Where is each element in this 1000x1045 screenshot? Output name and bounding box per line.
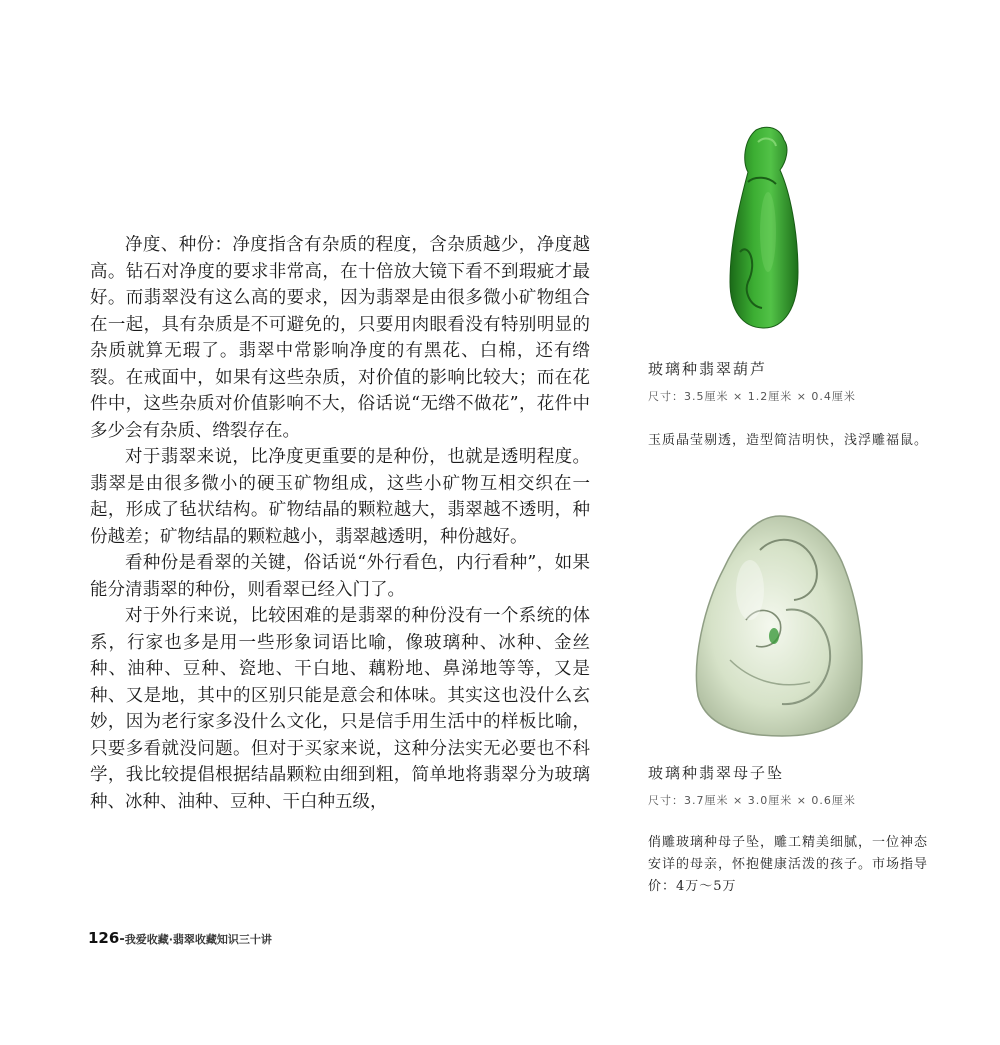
series-name: 我爱收藏 [124,933,169,946]
paragraph-transparency: 对于翡翠来说，比净度更重要的是种份，也就是透明程度。翡翠是由很多微小的硬玉矿物组成，这些小矿物互相交织在一起，形成了毡状结构。矿物结晶的颗粒越大，翡翠越不透明，种份越差；矿物结晶的颗粒越小，翡翠越透明，种份越好。 [90,447,590,547]
footer-dot: · [168,933,173,946]
page-number: 126 [88,929,120,947]
paragraph-clarity: 净度、种份：净度指含有杂质的程度，含杂质越少，净度越高。钻石对净度的要求非常高，在十倍放大镜下看不到瑕疵才最好。而翡翠没有这么高的要求，因为翡翠是由很多微小矿物组合在一起，具有杂质是不可避免的，只要用肉眼看没有特别明显的杂质就算无瑕了。翡翠中常影响净度的有黑花、白棉，还有绺裂。在戒面中，如果有这些杂质，对价值的影响比较大；而在花件中，这些杂质对价值影响不大，俗话说“无绺不做花”，花件中多少会有杂质、绺裂存在。 [90,235,590,441]
caption-title-pendant: 玻璃种翡翠母子坠 [648,764,785,782]
jade-gourd-image [718,122,808,334]
paragraph-grading: 对于外行来说，比较困难的是翡翠的种份没有一个系统的体系，行家也多是用一些形象词语比喻，像玻璃种、冰种、金丝种、油种、豆种、瓷地、干白地、藕粉地、鼻涕地等等，又是种、又是地，其中的区别只能是意会和体味。其实这也没什么玄妙，因为老行家多没什么文化，只是信手用生活中的样板比喻，只要多看就没问题。但对于买家来说，这种分法实无必要也不科学，我比较提倡根据结晶颗粒由细到粗，简单地将翡翠分为玻璃种、冰种、油种、豆种、干白种五级， [90,606,590,812]
paragraph-proverb: 看种份是看翠的关键，俗话说“外行看色，内行看种”，如果能分清翡翠的种份，则看翠已经入门了。 [90,553,590,600]
page-footer [88,929,272,947]
caption-desc-gourd: 玉质晶莹剔透，造型简洁明快，浅浮雕福鼠。 [648,433,929,448]
caption-size-gourd: 尺寸：3.5厘米 × 1.2厘米 × 0.4厘米 [648,390,856,403]
caption-desc-pendant: 俏雕玻璃种母子坠，雕工精美细腻，一位神态安详的母亲，怀抱健康活泼的孩子。市场指导价：4万～5万 [648,835,929,894]
book-title: 翡翠收藏知识三十讲 [172,933,272,946]
jade-pendant-image [690,510,868,740]
article-body [90,232,590,815]
footer-separator: - [119,932,125,947]
caption-size-pendant: 尺寸：3.7厘米 × 3.0厘米 × 0.6厘米 [648,794,856,807]
caption-title-gourd: 玻璃种翡翠葫芦 [648,360,768,378]
